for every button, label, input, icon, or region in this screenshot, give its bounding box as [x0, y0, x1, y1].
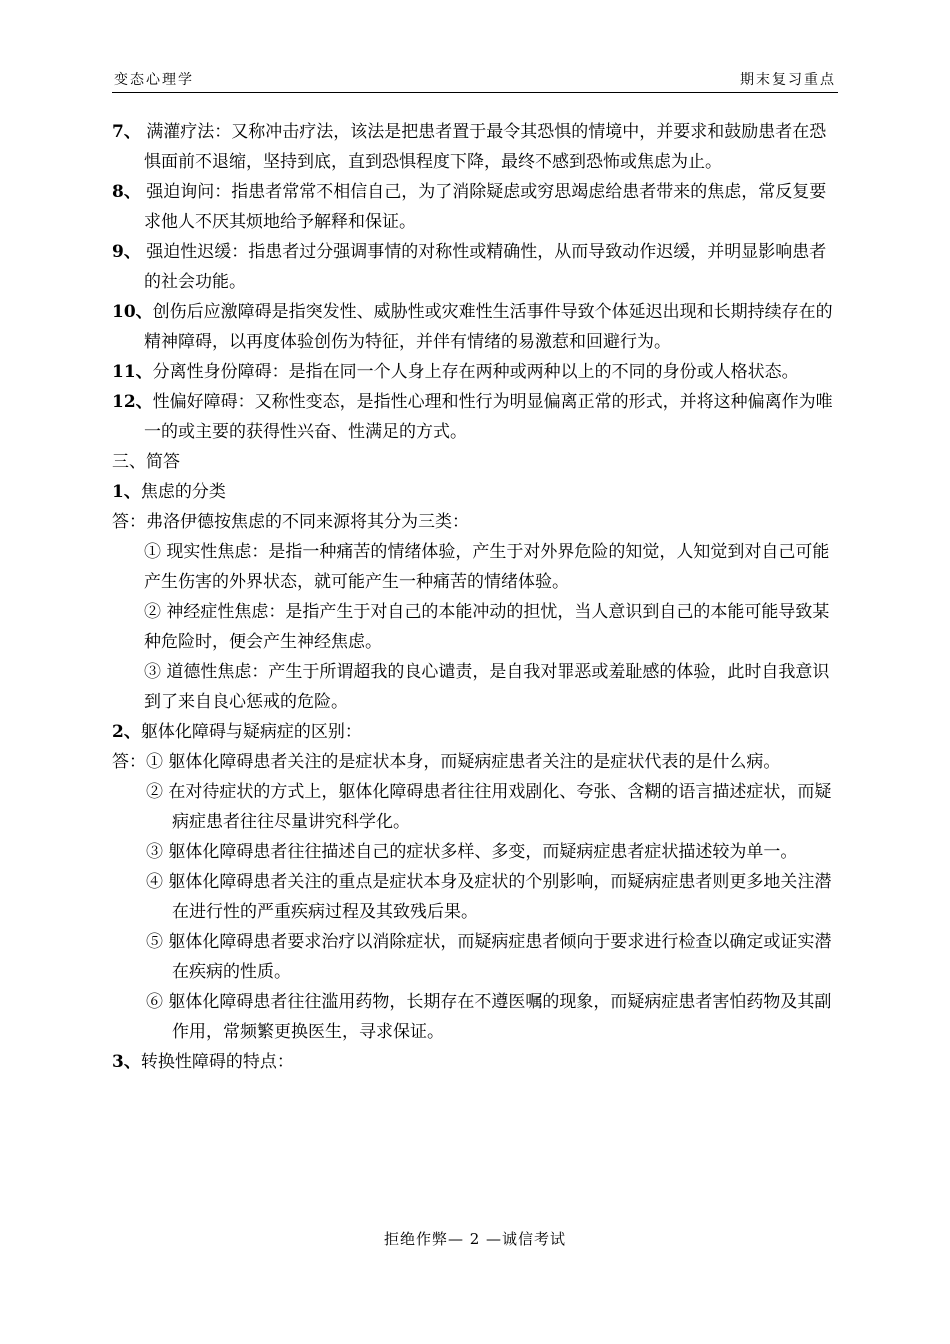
term-text: 强迫询问：指患者常常不相信自己，为了消除疑虑或穷思竭虑给患者带来的焦虑，常反复要求他人不厌其烦地给予解释和保证。 — [140, 182, 827, 232]
term-item — [112, 117, 840, 177]
question-title — [112, 717, 840, 747]
term-number: 10、 — [112, 302, 153, 322]
question-title — [112, 1047, 840, 1077]
term-number: 12、 — [112, 392, 153, 412]
question-number: 3、 — [112, 1052, 141, 1072]
term-item — [112, 177, 840, 237]
answer-item: ③ 道德性焦虑：产生于所谓超我的良心谴责，是自我对罪恶或羞耻感的体验，此时自我意识到了来自良心惩戒的危险。 — [144, 662, 830, 712]
term-number: 11、 — [112, 362, 153, 382]
answer-item: ⑥ 躯体化障碍患者往往滥用药物，长期存在不遵医嘱的现象，而疑病症患者害怕药物及其副作用，常频繁更换医生，寻求保证。 — [146, 992, 832, 1042]
answer-item-text: ① 躯体化障碍患者关注的是症状本身，而疑病症患者关注的是症状代表的是什么病。 — [146, 752, 781, 772]
term-item — [112, 357, 840, 387]
term-text: 性偏好障碍：又称性变态，是指性心理和性行为明显偏离正常的形式，并将这种偏离作为唯一的或主要的获得性兴奋、性满足的方式。 — [144, 392, 833, 442]
term-number: 7、 — [112, 122, 141, 142]
term-text: 创伤后应激障碍是指突发性、威胁性或灾难性生活事件导致个体延迟出现和长期持续存在的精神障碍，以再度体验创伤为特征，并伴有情绪的易激惹和回避行为。 — [144, 302, 833, 352]
answer-item: ⑤ 躯体化障碍患者要求治疗以消除症状，而疑病症患者倾向于要求进行检查以确定或证实潜在疾病的性质。 — [146, 932, 832, 982]
term-item — [112, 237, 840, 297]
header-course-title: 变态心理学 — [114, 72, 194, 88]
answer-prefix: 答： — [112, 752, 146, 772]
header-section-title: 期末复习重点 — [740, 72, 836, 88]
term-text: 分离性身份障碍：是指在同一个人身上存在两种或两种以上的不同的身份或人格状态。 — [152, 362, 799, 382]
page-footer: 拒绝作弊— 2 —诚信考试 — [383, 1230, 567, 1248]
page-content — [112, 117, 840, 1077]
term-number: 8、 — [112, 182, 141, 202]
answer-item: ④ 躯体化障碍患者关注的重点是症状本身及症状的个别影响，而疑病症患者则更多地关注潜在进行性的严重疾病过程及其致残后果。 — [146, 872, 832, 922]
question-title-text: 转换性障碍的特点： — [140, 1052, 294, 1072]
question-title-text: 焦虑的分类 — [140, 482, 226, 502]
question-number: 1、 — [112, 482, 141, 502]
term-number: 9、 — [112, 242, 141, 262]
page-header — [112, 70, 838, 93]
answer-item: ② 在对待症状的方式上，躯体化障碍患者往往用戏剧化、夸张、含糊的语言描述症状，而疑病症患者往往尽量讲究科学化。 — [146, 782, 832, 832]
term-item — [112, 297, 840, 357]
question-number: 2、 — [112, 722, 141, 742]
term-text: 满灌疗法：又称冲击疗法，该法是把患者置于最令其恐惧的情境中，并要求和鼓励患者在恐惧面前不退缩，坚持到底，直到恐惧程度下降，最终不感到恐怖或焦虑为止。 — [140, 122, 827, 172]
term-item — [112, 387, 840, 447]
answer-item — [112, 747, 840, 777]
question-title — [112, 477, 840, 507]
answer-item: ① 现实性焦虑：是指一种痛苦的情绪体验，产生于对外界危险的知觉，人知觉到对自己可能产生伤害的外界状态，就可能产生一种痛苦的情绪体验。 — [144, 542, 830, 592]
answer-item: ③ 躯体化障碍患者往往描述自己的症状多样、多变，而疑病症患者症状描述较为单一。 — [146, 842, 798, 862]
section-title: 三、简答 — [112, 452, 180, 472]
answer-lead: 答：弗洛伊德按焦虑的不同来源将其分为三类： — [112, 512, 469, 532]
question-title-text: 躯体化障碍与疑病症的区别： — [140, 722, 362, 742]
answer-item: ② 神经症性焦虑：是指产生于对自己的本能冲动的担忧，当人意识到自己的本能可能导致某种危险时，便会产生神经焦虑。 — [144, 602, 830, 652]
term-text: 强迫性迟缓：指患者过分强调事情的对称性或精确性，从而导致动作迟缓，并明显影响患者的社会功能。 — [140, 242, 827, 292]
